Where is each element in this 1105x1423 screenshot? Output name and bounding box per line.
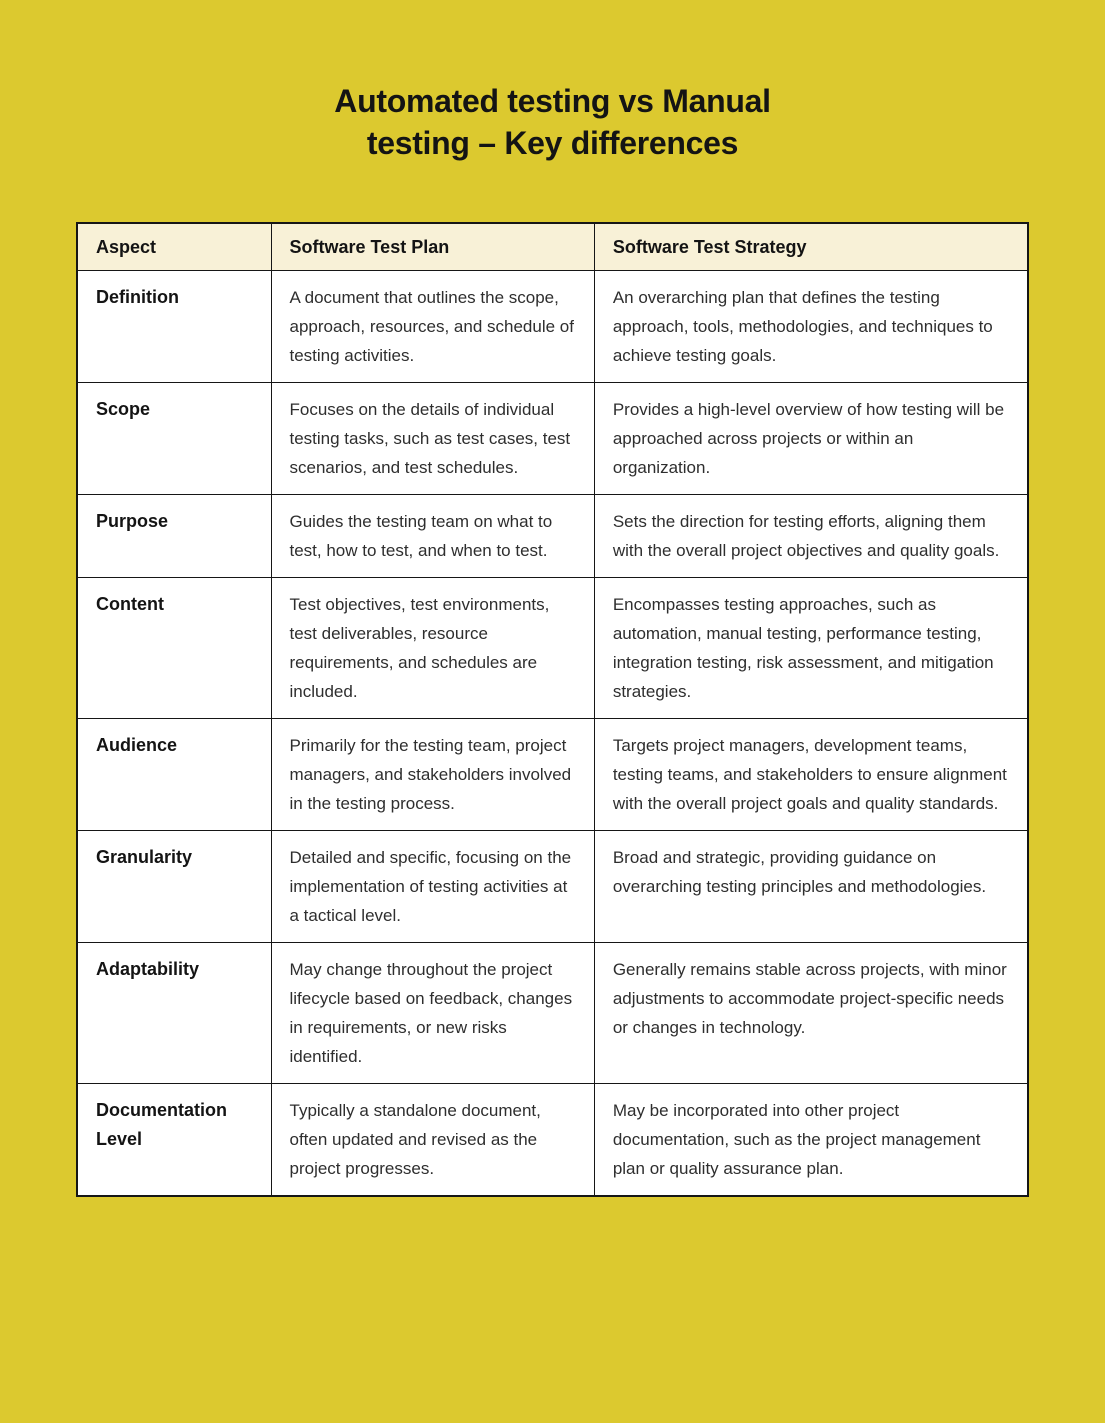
content-test-strategy-cell: Encompasses testing approaches, such as automation, manual testing, performance testing, integration testing, risk assessment, and mitigation strategies. <box>594 578 1028 719</box>
scope-test-plan-cell: Focuses on the details of individual testing tasks, such as test cases, test scenarios, and test schedules. <box>271 383 594 495</box>
purpose-test-strategy-cell: Sets the direction for testing efforts, aligning them with the overall project objectives and quality goals. <box>594 495 1028 578</box>
page-title <box>0 80 1105 164</box>
row-label-granularity: Granularity <box>77 831 271 943</box>
column-header-aspect: Aspect <box>77 223 271 271</box>
scope-test-strategy-cell: Provides a high-level overview of how testing will be approached across projects or within an organization. <box>594 383 1028 495</box>
definition-test-plan-cell: A document that outlines the scope, approach, resources, and schedule of testing activities. <box>271 271 594 383</box>
table-row <box>77 1084 1028 1197</box>
page-title-line-2: testing – Key differences <box>366 125 739 161</box>
row-label-purpose: Purpose <box>77 495 271 578</box>
definition-test-strategy-cell: An overarching plan that defines the testing approach, tools, methodologies, and techniques to achieve testing goals. <box>594 271 1028 383</box>
row-label-scope: Scope <box>77 383 271 495</box>
granularity-test-plan-cell: Detailed and specific, focusing on the implementation of testing activities at a tactical level. <box>271 831 594 943</box>
column-header-test-plan: Software Test Plan <box>271 223 594 271</box>
row-label-audience: Audience <box>77 719 271 831</box>
audience-test-plan-cell: Primarily for the testing team, project managers, and stakeholders involved in the testing process. <box>271 719 594 831</box>
audience-test-strategy-cell: Targets project managers, development teams, testing teams, and stakeholders to ensure alignment with the overall project goals and quality standards. <box>594 719 1028 831</box>
row-label-content: Content <box>77 578 271 719</box>
table-row <box>77 943 1028 1084</box>
table-row <box>77 719 1028 831</box>
table-row <box>77 578 1028 719</box>
purpose-test-plan-cell: Guides the testing team on what to test, how to test, and when to test. <box>271 495 594 578</box>
row-label-adaptability: Adaptability <box>77 943 271 1084</box>
documentation-level-test-plan-cell: Typically a standalone document, often updated and revised as the project progresses. <box>271 1084 594 1197</box>
content-test-plan-cell: Test objectives, test environments, test deliverables, resource requirements, and schedules are included. <box>271 578 594 719</box>
page-title-line-1: Automated testing vs Manual <box>334 83 771 119</box>
table-row <box>77 383 1028 495</box>
column-header-test-strategy: Software Test Strategy <box>594 223 1028 271</box>
comparison-table <box>76 222 1029 1197</box>
table-row <box>77 495 1028 578</box>
row-label-documentation-level: Documentation Level <box>77 1084 271 1197</box>
table-row <box>77 831 1028 943</box>
adaptability-test-strategy-cell: Generally remains stable across projects, with minor adjustments to accommodate project-specific needs or changes in technology. <box>594 943 1028 1084</box>
adaptability-test-plan-cell: May change throughout the project lifecycle based on feedback, changes in requirements, or new risks identified. <box>271 943 594 1084</box>
granularity-test-strategy-cell: Broad and strategic, providing guidance on overarching testing principles and methodologies. <box>594 831 1028 943</box>
table-header-row <box>77 223 1028 271</box>
table-row <box>77 271 1028 383</box>
documentation-level-test-strategy-cell: May be incorporated into other project documentation, such as the project management plan or quality assurance plan. <box>594 1084 1028 1197</box>
row-label-definition: Definition <box>77 271 271 383</box>
